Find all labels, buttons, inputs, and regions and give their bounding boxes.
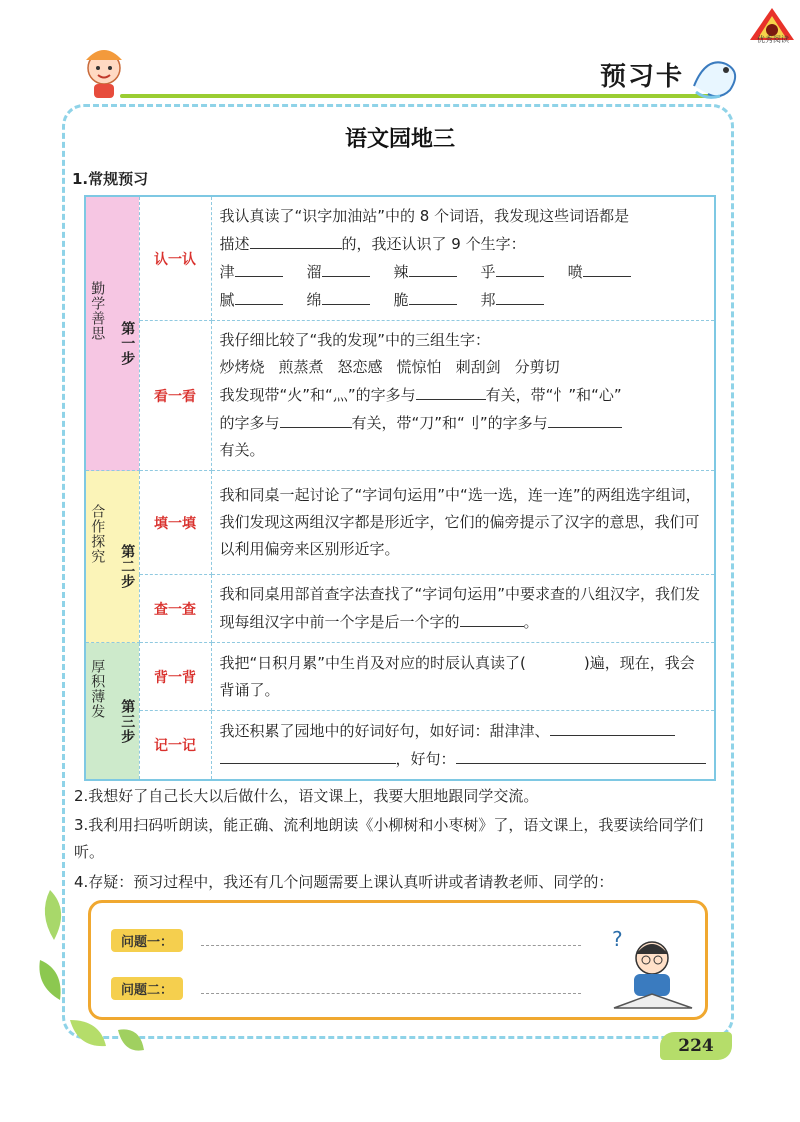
section-2-text: 2.我想好了自己长大以后做什么，语文课上，我要大胆地跟同学交流。 bbox=[74, 787, 539, 805]
content-text: 我发现带“火”和“灬”的字多与 bbox=[219, 386, 416, 404]
content-text: 描述 bbox=[219, 235, 250, 253]
word-group: 慌惊怕 bbox=[396, 358, 442, 376]
content-text: 我和同桌一起讨论了“字词句运用”中“选一选，连一连”的两组选字组词，我们发现这两组汉字都是形近字，它们的偏旁提示了汉字的意思，我们可以利用偏旁来区别形近字。 bbox=[219, 486, 701, 558]
content-text: 有关，带“忄”和“心” bbox=[485, 386, 622, 404]
answer-blank[interactable] bbox=[409, 258, 457, 277]
answer-blank[interactable] bbox=[235, 286, 283, 305]
word-group: 分剪切 bbox=[514, 358, 560, 376]
new-char: 辣 bbox=[393, 263, 409, 281]
section-4-text: 4.存疑：预习过程中，我还有几个问题需要上课认真听讲或者请教老师、同学的： bbox=[74, 873, 614, 891]
content-text: 有关，带“刀”和“刂”的字多与 bbox=[351, 414, 548, 432]
step-number: 第二步 bbox=[119, 544, 136, 589]
step-number: 第三步 bbox=[119, 698, 136, 744]
step-theme: 勤学善思 bbox=[89, 281, 106, 341]
content-text: )遍，现在，我会背诵了。 bbox=[219, 653, 695, 699]
answer-blank[interactable] bbox=[456, 745, 706, 764]
mascot-icon bbox=[74, 40, 134, 100]
activity-label: 查一查 bbox=[139, 575, 211, 643]
leaf-decoration-icon bbox=[30, 870, 150, 1060]
new-char: 乎 bbox=[480, 263, 496, 281]
answer-blank[interactable] bbox=[550, 717, 675, 736]
question-2-line[interactable] bbox=[201, 993, 581, 994]
activity-content bbox=[211, 643, 715, 711]
content-line: 我认真读了“识字加油站”中的 8 个词语，我发现这些词语都是 bbox=[219, 207, 630, 225]
answer-blank[interactable] bbox=[220, 745, 396, 764]
content-line: 有关。 bbox=[219, 441, 265, 459]
preview-table bbox=[84, 195, 716, 781]
new-char: 绵 bbox=[306, 291, 322, 309]
new-char: 喷 bbox=[567, 263, 583, 281]
answer-blank[interactable] bbox=[322, 258, 370, 277]
content-text: 。 bbox=[523, 613, 539, 631]
step-theme: 厚积薄发 bbox=[89, 658, 106, 719]
section-heading: 1.常规预习 bbox=[72, 170, 149, 188]
activity-label: 填一填 bbox=[139, 471, 211, 575]
preview-card-title: 预习卡 bbox=[600, 62, 685, 92]
word-group: 炒烤烧 bbox=[219, 358, 265, 376]
new-char: 脆 bbox=[393, 291, 409, 309]
activity-label: 背一背 bbox=[139, 643, 211, 711]
step-two bbox=[85, 471, 139, 643]
step-three bbox=[85, 643, 139, 781]
new-char: 津 bbox=[219, 263, 235, 281]
answer-blank[interactable] bbox=[416, 381, 486, 400]
content-text: 我和同桌用部首查字法查找了“字词句运用”中要求查的八组汉字，我们发现每组汉字中前一个字是后一个字的 bbox=[219, 585, 701, 631]
answer-blank[interactable] bbox=[460, 608, 524, 627]
new-char: 腻 bbox=[219, 291, 235, 309]
word-group: 怒恋感 bbox=[337, 358, 383, 376]
answer-blank[interactable] bbox=[322, 286, 370, 305]
step-one bbox=[85, 196, 139, 471]
new-char: 邦 bbox=[480, 291, 496, 309]
activity-content bbox=[211, 196, 715, 321]
content-line: 我仔细比较了“我的发现”中的三组生字： bbox=[219, 331, 491, 349]
answer-blank[interactable] bbox=[496, 286, 544, 305]
question-1-label: 问题一： bbox=[111, 929, 183, 952]
publisher-logo-text: 优秀阅读 bbox=[757, 35, 789, 44]
content-text: 的，我还认识了 9 个生字： bbox=[341, 235, 526, 253]
step-theme: 合作探究 bbox=[89, 504, 106, 564]
activity-label: 记一记 bbox=[139, 711, 211, 781]
answer-blank[interactable] bbox=[280, 409, 352, 428]
answer-blank[interactable] bbox=[409, 286, 457, 305]
activity-content bbox=[211, 321, 715, 471]
header-divider bbox=[120, 94, 720, 98]
new-char: 溜 bbox=[306, 263, 322, 281]
question-2-label: 问题二： bbox=[111, 977, 183, 1000]
activity-content bbox=[211, 711, 715, 781]
activity-label: 认一认 bbox=[139, 196, 211, 321]
word-group: 煎蒸煮 bbox=[278, 358, 324, 376]
page-number: 224 bbox=[678, 1036, 714, 1056]
section-3-text: 3.我利用扫码听朗读，能正确、流利地朗读《小柳树和小枣树》了，语文课上，我要读给同学们听。 bbox=[74, 816, 704, 861]
answer-blank[interactable] bbox=[235, 258, 283, 277]
dragon-icon bbox=[686, 46, 746, 102]
svg-text:?: ? bbox=[612, 927, 623, 951]
content-text: 我把“日积月累”中生肖及对应的时辰认真读了( bbox=[219, 653, 526, 672]
page-title: 语文园地三 bbox=[344, 127, 455, 152]
activity-label: 看一看 bbox=[139, 321, 211, 471]
page-number-badge bbox=[660, 1032, 732, 1060]
question-1-line[interactable] bbox=[201, 945, 581, 946]
answer-blank[interactable] bbox=[250, 230, 342, 249]
content-text: ，好句： bbox=[395, 750, 456, 768]
reading-boy-icon bbox=[604, 924, 704, 1014]
answer-blank[interactable] bbox=[583, 258, 631, 277]
step-number: 第一步 bbox=[119, 321, 136, 366]
content-text: 的字多与 bbox=[219, 414, 280, 432]
answer-blank[interactable] bbox=[548, 409, 622, 428]
activity-content bbox=[211, 575, 715, 643]
content-text: 我还积累了园地中的好词好句，如好词：甜津津、 bbox=[219, 722, 550, 740]
word-group: 刺刮剑 bbox=[455, 358, 501, 376]
activity-content bbox=[211, 471, 715, 575]
answer-blank[interactable] bbox=[496, 258, 544, 277]
